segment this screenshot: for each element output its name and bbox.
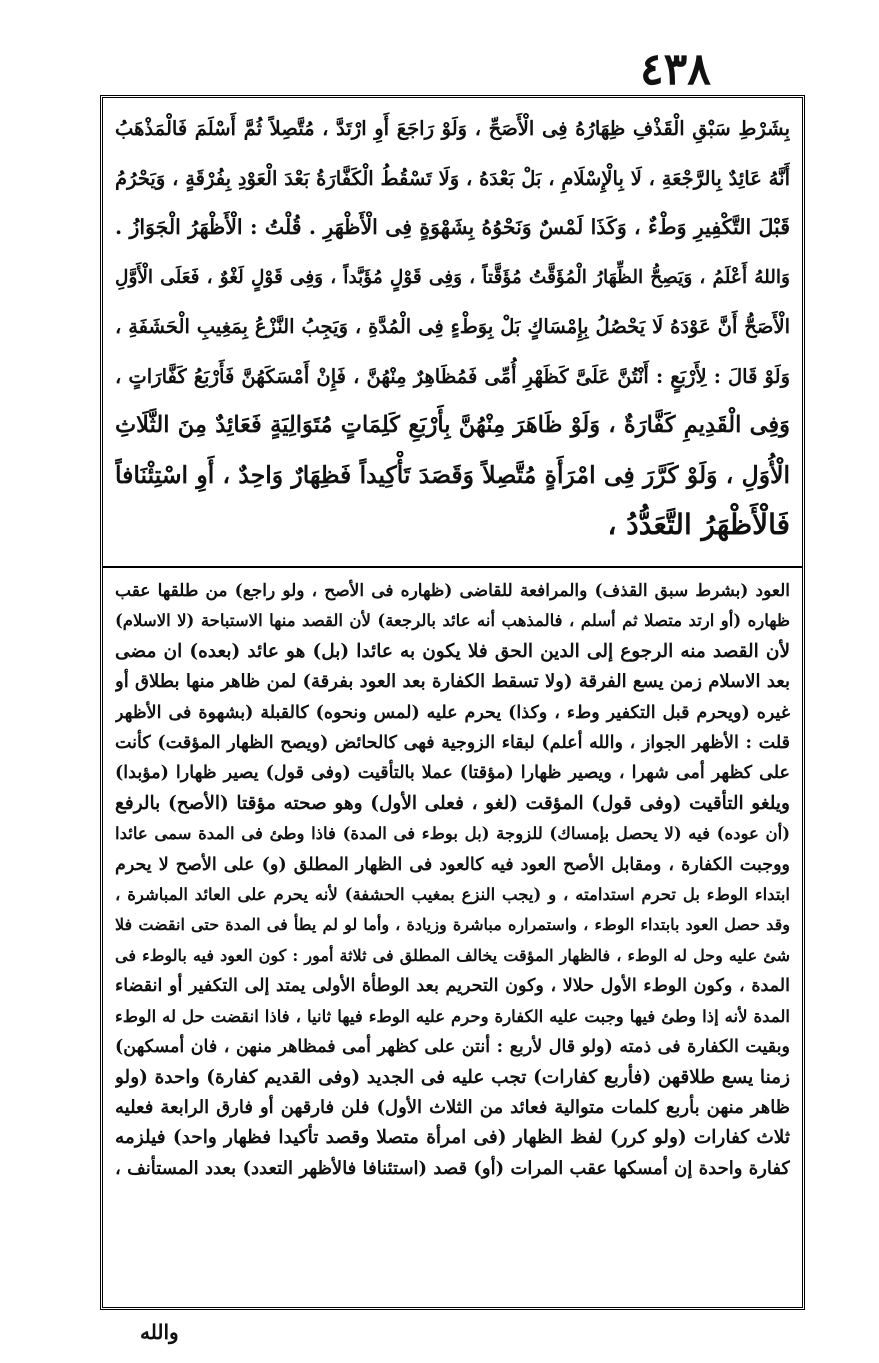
sharh-line: ويلغو التأقيت (وفى قول) المؤقت (لغو ، فعلى الأول) وهو صحته مؤقتا (الأصح) بالرفع bbox=[115, 792, 790, 814]
sharh-line: بعد الاسلام زمن يسع الفرقة (ولا تسقط الكفارة بعد العود بفرقة) لمن ظاهر منها بطلاق أو bbox=[115, 671, 790, 693]
sharh-line: ووجبت الكفارة ، ومقابل الأصح العود فيه كالعود فى الظهار المطلق (و) على الأصح لا يحرم bbox=[115, 854, 790, 875]
sharh-line: زمنا يسع طلاقهن (فأربع كفارات) تجب عليه فى الجديد (وفى القديم كفارة) واحدة (ولو bbox=[115, 1066, 790, 1088]
sharh-line: وقد حصل العود بابتداء الوطء ، واستمراره مباشرة وزيادة ، وأما لو لم يطأ فى المدة حتى انقضت فلا bbox=[115, 915, 790, 935]
sharh-line: على كظهر أمى شهرا ، ويصير ظهارا (مؤقتا) عملا بالتأقيت (وفى قول) يصير ظهارا (مؤبدا) bbox=[115, 763, 790, 784]
page-frame bbox=[100, 95, 805, 1310]
section-divider bbox=[103, 566, 802, 568]
matn-line: وَفِى الْقَدِيمِ كَفَّارَةٌ ، وَلَوْ ظَاهَرَ مِنْهُنَّ بِأَرْبَعِ كَلِمَاتٍ مُتَوَالِيَةٍ فَعَائِدٌ مِنَ الثَّلَاثِ bbox=[115, 412, 790, 438]
catchword: والله bbox=[140, 1320, 179, 1344]
matn-line: الْأَصَحُّ أَنَّ عَوْدَهُ لَا يَحْصُلُ بِإِمْسَاكٍ بَلْ بِوَطْءٍ فِى الْمُدَّةِ ، وَيَجِبُ النَّزْعُ بِمَغِيبِ الْحَشَفَةِ ، bbox=[115, 315, 790, 338]
sharh-line: ابتداء الوطء بل تحرم استدامته ، و (يجب النزع بمغيب الحشفة) لأنه يحرم على العائد المباشرة ، bbox=[115, 885, 790, 905]
sharh-line: ظاهر منهن بأربع كلمات متوالية فعائد من الثلاث الأول) فلن فارقهن أو فارق الرابعة فعليه bbox=[115, 1096, 790, 1118]
matn-line: أَنَّهُ عَائِدٌ بِالرَّجْعَةِ ، لَا بِالْإِسْلَامِ ، بَلْ بَعْدَهُ ، وَلَا تَسْقُطُ الْكَفَّارَةُ بَعْدَ الْعَوْدِ بِفُرْقَةٍ ، وَيَحْرُمُ bbox=[115, 166, 790, 190]
sharh-line: ظهاره (أو ارتد متصلا ثم أسلم ، فالمذهب أنه عائد بالرجعة) لأن القصد منها الاستباحة (لا الاسلام) bbox=[115, 611, 790, 631]
sharh-line: غيره (ويحرم قبل التكفير وطء ، وكذا) يحرم عليه (لمس ونحوه) كالقبلة (بشهوة فى الأظهر bbox=[115, 702, 790, 723]
matn-line: بِشَرْطِ سَبْقِ الْقَذْفِ ظِهَارُهُ فِى الْأَصَحِّ ، وَلَوْ رَاجَعَ أَوِ ارْتَدَّ ، مُتَّصِلاً ثُمَّ أَسْلَمَ فَالْمَذْهَبُ bbox=[115, 117, 790, 140]
matn-line: فَالْأَظْهَرُ التَّعَدُّدُ ، bbox=[607, 508, 790, 541]
sharh-text bbox=[115, 576, 790, 1301]
matn-line: قَبْلَ التَّكْفِيرِ وَطْءٌ ، وَكَذَا لَمْسٌ وَنَحْوُهُ بِشَهْوَةٍ فِى الْأَظْهَرِ . قُلْتُ : الْأَظْهَرُ الْجَوَازُ . bbox=[115, 215, 790, 239]
sharh-line: العود (بشرط سبق القذف) والمرافعة للقاضى (ظهاره فى الأصح ، ولو راجع) من طلقها عقب bbox=[115, 581, 790, 601]
sharh-line: قلت : الأظهر الجواز ، والله أعلم) لبقاء الزوجية فهى كالحائض (ويصح الظهار المؤقت) كأنت bbox=[115, 733, 790, 754]
sharh-line: لأن القصد منه الرجوع إلى الدين الحق فلا يكون به عائدا (بل) هو عائد (بعده) ان مضى bbox=[115, 640, 790, 662]
sharh-line: ثلاث كفارات (ولو كرر) لفظ الظهار (فى امرأة متصلا وقصد تأكيدا فظهار واحد) فيلزمه bbox=[115, 1127, 790, 1149]
sharh-line: المدة لأنه إذا وطئ فيها وجبت عليه الكفارة وحرم عليه الوطء فيها ثانيا ، فاذا انقضت حل له الوطء bbox=[115, 1006, 790, 1026]
matn-line: وَلَوْ قَالَ : لِأَرْبَعٍ : أَنْتُنَّ عَلَىَّ كَظَهْرِ أُمِّى فَمُظَاهِرٌ مِنْهُنَّ ، فَإِنْ أَمْسَكَهُنَّ فَأَرْبَعُ كَفَّارَاتٍ ، bbox=[115, 364, 790, 388]
sharh-line: شئ عليه وحل له الوطء ، فالظهار المؤقت يخالف المطلق فى ثلاثة أمور : كون العود فيه بالوطء فى bbox=[115, 945, 790, 965]
sharh-line: (أن عوده) فيه (لا يحصل بإمساك) للزوجة (بل بوطء فى المدة) فاذا وطئ فى المدة سمى عائدا bbox=[115, 824, 790, 844]
matn-line: وَاللهُ أَعْلَمُ ، وَيَصِحُّ الظِّهَارُ الْمُؤَقَّتُ مُؤَقَّتاً ، وَفِى قَوْلٍ مُؤَبَّداً ، وَفِى قَوْلٍ لَغْوٌ ، فَعَلَى الْأَوَّلِ bbox=[115, 266, 790, 288]
page-number: ٤٣٨ bbox=[640, 44, 711, 95]
sharh-line: كفارة واحدة إن أمسكها عقب المرات (أو) قصد (استئنافا فالأظهر التعدد) بعدد المستأنف ، bbox=[115, 1157, 790, 1179]
matn-text bbox=[115, 104, 790, 558]
sharh-line: المدة ، وكون الوطء الأول حلالا ، وكون التحريم بعد الوطأة الأولى يمتد إلى التكفير أو انقضاء bbox=[115, 976, 790, 997]
sharh-line: وبقيت الكفارة فى ذمته (ولو قال لأربع : أنتن على كظهر أمى فمظاهر منهن ، فان أمسكهن) bbox=[115, 1037, 790, 1058]
matn-line: الْأُوَلِ ، وَلَوْ كَرَّرَ فِى امْرَأَةٍ مُتَّصِلاً وَقَصَدَ تَأْكِيداً فَظِهَارٌ وَاحِدٌ ، أَوِ اسْتِئْنَافاً bbox=[115, 460, 790, 489]
